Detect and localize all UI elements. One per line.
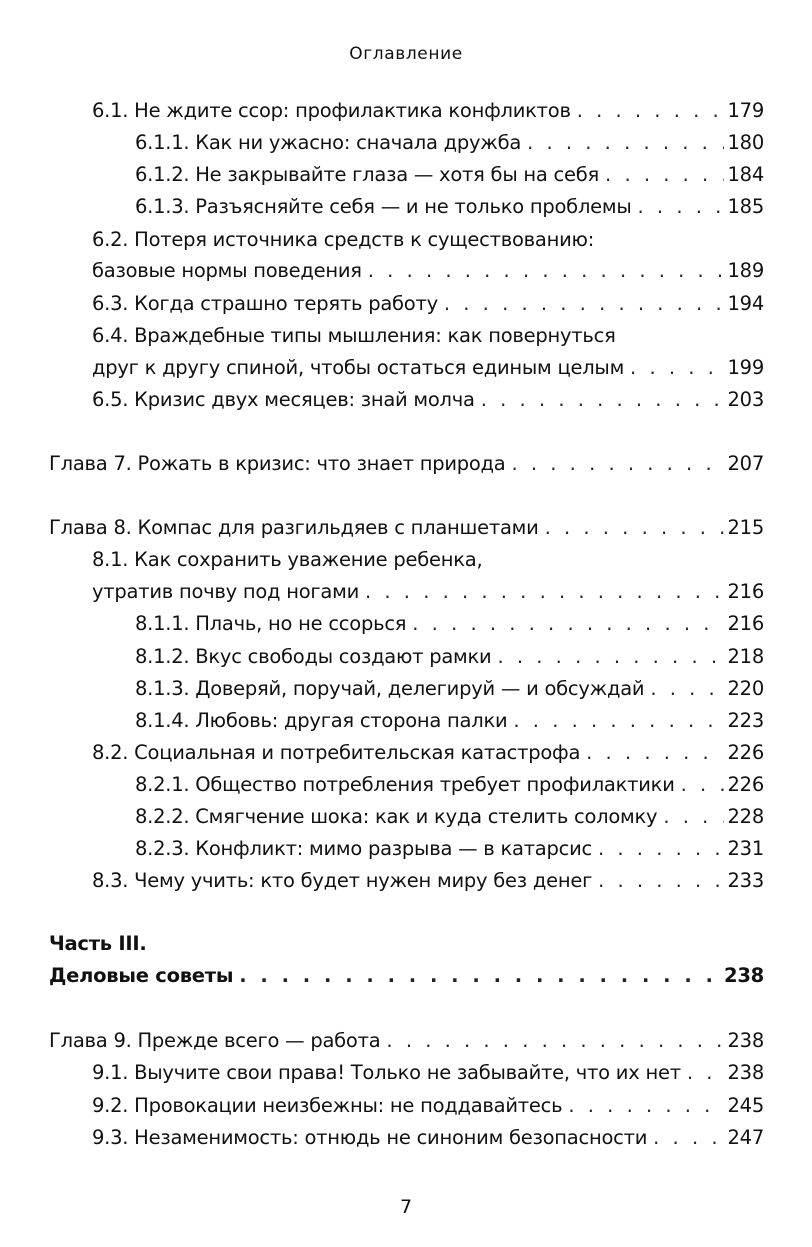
toc-entry <box>92 353 764 383</box>
dot-leader <box>663 802 723 832</box>
toc-entry-page: 233 <box>727 869 764 892</box>
toc-entry <box>49 961 764 991</box>
dot-leader <box>605 160 723 190</box>
toc-entry-title: Деловые советы <box>49 964 234 987</box>
toc-entry <box>135 642 764 672</box>
page-header-title: Оглавление <box>349 44 463 64</box>
toc-entry <box>92 738 764 768</box>
dot-leader <box>412 609 723 639</box>
dot-leader <box>527 128 723 158</box>
dot-leader <box>687 1058 724 1088</box>
toc-entry <box>92 577 764 607</box>
toc-entry <box>49 929 764 959</box>
toc-entry-title: 8.1.1. Плачь, но не ссорься <box>135 612 407 635</box>
toc-entry-title: 8.1. Как сохранить уважение ребенка, <box>92 548 483 571</box>
dot-leader <box>386 1026 723 1056</box>
toc-entry <box>49 513 764 543</box>
toc-entry <box>135 192 764 222</box>
dot-leader <box>638 192 724 222</box>
toc-entry-page: 231 <box>727 837 764 860</box>
toc-entry-page: 238 <box>724 964 764 987</box>
toc-entry-title: 8.2.2. Смягчение шока: как и куда стелить соломку <box>135 805 658 828</box>
toc-entry-title: 6.4. Враждебные типы мышления: как повернуться <box>92 324 616 347</box>
toc-entry-title: друг к другу спиной, чтобы остаться единым целым <box>92 356 625 379</box>
toc-entry-page: 247 <box>727 1126 764 1149</box>
dot-leader <box>598 834 724 864</box>
dot-leader <box>368 256 724 286</box>
toc-entry-page: 245 <box>727 1094 764 1117</box>
toc-entry-title: 8.1.3. Доверяй, поручай, делегируй — и обсуждай <box>135 677 645 700</box>
toc-entry <box>92 866 764 896</box>
toc-entry-title: 8.2.3. Конфликт: мимо разрыва — в катарсис <box>135 837 593 860</box>
toc-entry <box>92 225 764 255</box>
page-number: 7 <box>399 1196 413 1218</box>
toc-entry <box>135 128 764 158</box>
toc-entry <box>135 674 764 704</box>
toc-entry-title: 9.1. Выучите свои права! Только не забывайте, что их нет <box>92 1061 681 1084</box>
toc-entry-page: 189 <box>727 259 764 282</box>
toc-entry-title: 6.1.3. Разъясняйте себя — и не только проблемы <box>135 195 632 218</box>
toc-entry-page: 226 <box>727 773 764 796</box>
dot-leader <box>653 1123 723 1153</box>
toc-entry-page: 207 <box>727 452 764 475</box>
toc-entry-title: 6.5. Кризис двух месяцев: знай молча <box>92 388 475 411</box>
toc-entry <box>92 385 764 415</box>
toc-entry <box>92 321 764 351</box>
toc-entry-title: 8.2. Социальная и потребительская катастрофа <box>92 741 581 764</box>
toc-entry-page: 180 <box>727 131 764 154</box>
dot-leader <box>568 1091 723 1121</box>
dot-leader <box>481 385 724 415</box>
toc-entry-title: 8.3. Чему учить: кто будет нужен миру без денег <box>92 869 593 892</box>
toc-entry-page: 226 <box>727 741 764 764</box>
toc-entry-page: 203 <box>727 388 764 411</box>
toc-entry-title: Глава 8. Компас для разгильдяев с планшетами <box>49 516 539 539</box>
toc-entry-page: 215 <box>727 516 764 539</box>
toc-entry-title: Часть III. <box>49 932 147 955</box>
toc-entry-title: 8.1.2. Вкус свободы создают рамки <box>135 645 492 668</box>
toc-entry-page: 218 <box>727 645 764 668</box>
toc-entry <box>92 256 764 286</box>
dot-leader <box>586 738 723 768</box>
toc-entry-title: базовые нормы поведения <box>92 259 362 282</box>
dot-leader <box>513 706 723 736</box>
toc-entry-page: 199 <box>727 356 764 379</box>
toc-entry <box>92 1091 764 1121</box>
toc-entry-title: 6.3. Когда страшно терять работу <box>92 292 438 315</box>
toc-entry-title: утратив почву под ногами <box>92 580 359 603</box>
toc-entry-title: 6.1.1. Как ни ужасно: сначала дружба <box>135 131 522 154</box>
toc-entry-page: 238 <box>727 1029 764 1052</box>
toc-entry <box>92 545 764 575</box>
toc-entry-title: 9.3. Незаменимость: отнюдь не синоним безопасности <box>92 1126 648 1149</box>
toc-entry-title: 6.1. Не ждите ссор: профилактика конфликтов <box>92 99 571 122</box>
toc-entry <box>135 770 764 800</box>
dot-leader <box>630 353 723 383</box>
toc-entry-page: 216 <box>727 580 764 603</box>
toc-entry <box>135 706 764 736</box>
dot-leader <box>681 770 724 800</box>
toc-entry-page: 223 <box>727 709 764 732</box>
toc-entry-page: 194 <box>727 292 764 315</box>
toc-entry <box>49 1026 764 1056</box>
toc-entry <box>49 449 764 479</box>
dot-leader <box>239 961 720 991</box>
toc-entry <box>92 289 764 319</box>
toc-entry-title: 8.2.1. Общество потребления требует профилактики <box>135 773 675 796</box>
dot-leader <box>497 642 723 672</box>
toc-entry <box>92 1123 764 1153</box>
dot-leader <box>444 289 724 319</box>
toc-entry-page: 179 <box>727 99 764 122</box>
toc-entry-title: Глава 7. Рожать в кризис: что знает природа <box>49 452 506 475</box>
toc-entry <box>135 802 764 832</box>
toc-entry-title: 8.1.4. Любовь: другая сторона палки <box>135 709 508 732</box>
dot-leader <box>598 866 723 896</box>
toc-entry <box>92 96 764 126</box>
toc-entry-title: 9.2. Провокации неизбежны: не поддавайтесь <box>92 1094 563 1117</box>
dot-leader <box>365 577 724 607</box>
dot-leader <box>545 513 724 543</box>
toc-entry-title: 6.2. Потеря источника средств к существованию: <box>92 228 595 251</box>
toc-entry-page: 228 <box>727 805 764 828</box>
toc-entry-title: 6.1.2. Не закрывайте глаза — хотя бы на себя <box>135 163 600 186</box>
toc-entry <box>135 609 764 639</box>
toc-entry-page: 185 <box>727 195 764 218</box>
dot-leader <box>577 96 724 126</box>
toc-entry-page: 216 <box>727 612 764 635</box>
toc-entry <box>135 160 764 190</box>
toc-entry-page: 220 <box>727 677 764 700</box>
toc-entry <box>135 834 764 864</box>
toc-entry-page: 184 <box>727 163 764 186</box>
dot-leader <box>650 674 723 704</box>
toc-entry-page: 238 <box>727 1061 764 1084</box>
toc-entry-title: Глава 9. Прежде всего — работа <box>49 1029 381 1052</box>
dot-leader <box>511 449 723 479</box>
toc-entry <box>92 1058 764 1088</box>
